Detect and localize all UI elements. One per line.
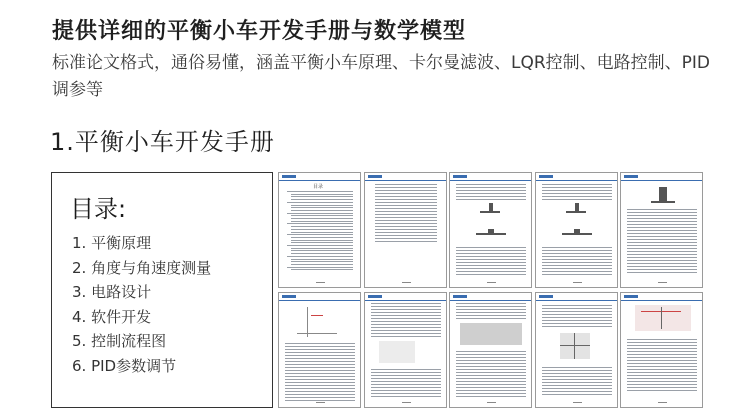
text-line	[375, 238, 437, 239]
figure-block	[659, 187, 667, 201]
text-line	[542, 199, 612, 200]
manual-page-thumbnail	[364, 172, 447, 288]
text-line	[285, 361, 355, 362]
text-line	[456, 357, 526, 358]
text-line	[542, 388, 612, 389]
text-line	[287, 223, 353, 224]
text-line	[627, 254, 697, 255]
text-line	[291, 210, 353, 211]
text-line	[371, 330, 441, 331]
text-line	[375, 193, 437, 194]
text-line	[371, 312, 441, 313]
toc-heading: 目录:	[70, 195, 127, 223]
text-line	[542, 253, 612, 254]
text-line	[627, 381, 697, 382]
text-line	[291, 229, 353, 230]
manual-page-thumbnail	[278, 292, 361, 408]
text-line	[371, 396, 441, 397]
text-line	[456, 262, 526, 263]
text-line	[542, 190, 612, 191]
text-line	[456, 375, 526, 376]
text-line	[287, 256, 353, 257]
text-line	[542, 376, 612, 377]
text-line	[291, 250, 353, 251]
page-number-mark	[573, 282, 582, 283]
manual-page-thumbnail	[278, 172, 361, 288]
figure-block	[480, 211, 500, 213]
text-line	[627, 360, 697, 361]
text-line	[542, 305, 612, 306]
figure-block	[661, 307, 662, 329]
text-line	[542, 385, 612, 386]
text-line	[456, 351, 526, 352]
page-logo-icon	[368, 295, 382, 298]
text-line	[456, 274, 526, 275]
text-line	[627, 236, 697, 237]
figure-block	[635, 305, 691, 331]
page-number-mark	[487, 402, 496, 403]
manual-page-thumbnail	[535, 292, 618, 408]
text-line	[456, 378, 526, 379]
text-line	[456, 318, 526, 319]
text-line	[285, 397, 355, 398]
text-line	[371, 336, 441, 337]
figure-block	[560, 333, 590, 359]
text-line	[627, 354, 697, 355]
page-title: 提供详细的平衡小车开发手册与数学模型	[52, 19, 467, 44]
text-line	[371, 393, 441, 394]
text-line	[371, 375, 441, 376]
page-logo-icon	[282, 295, 296, 298]
page-number-mark	[402, 402, 411, 403]
text-line	[291, 199, 353, 200]
text-line	[291, 215, 353, 216]
text-line	[456, 309, 526, 310]
text-line	[285, 400, 355, 401]
text-line	[287, 202, 353, 203]
text-line	[627, 260, 697, 261]
text-line	[627, 348, 697, 349]
text-line	[542, 394, 612, 395]
text-line	[542, 317, 612, 318]
text-line	[456, 199, 526, 200]
text-line	[291, 221, 353, 222]
text-line	[375, 220, 437, 221]
text-line	[542, 326, 612, 327]
page-number-mark	[573, 402, 582, 403]
page-logo-icon	[539, 175, 553, 178]
text-line	[542, 373, 612, 374]
text-line	[375, 235, 437, 236]
text-line	[627, 239, 697, 240]
figure-block	[489, 203, 493, 211]
text-line	[542, 256, 612, 257]
figure-block	[651, 201, 675, 203]
text-line	[456, 312, 526, 313]
figure-block	[560, 345, 590, 346]
text-line	[285, 376, 355, 377]
text-line	[285, 370, 355, 371]
text-line	[542, 250, 612, 251]
text-line	[456, 360, 526, 361]
manual-page-thumbnail	[535, 172, 618, 288]
manual-page-thumbnail	[449, 292, 532, 408]
text-line	[371, 381, 441, 382]
text-line	[375, 211, 437, 212]
page-logo-icon	[624, 175, 638, 178]
text-line	[627, 387, 697, 388]
text-line	[456, 250, 526, 251]
text-line	[285, 367, 355, 368]
text-line	[627, 221, 697, 222]
text-line	[627, 248, 697, 249]
text-line	[371, 315, 441, 316]
text-line	[627, 266, 697, 267]
page-logo-icon	[539, 295, 553, 298]
text-line	[456, 253, 526, 254]
text-line	[542, 320, 612, 321]
manual-page-thumbnail	[620, 292, 703, 408]
text-line	[291, 194, 353, 195]
text-line	[542, 370, 612, 371]
text-line	[542, 382, 612, 383]
text-line	[456, 387, 526, 388]
text-line	[456, 265, 526, 266]
text-line	[456, 271, 526, 272]
text-line	[291, 259, 353, 260]
text-line	[287, 267, 353, 268]
text-line	[542, 193, 612, 194]
text-line	[627, 224, 697, 225]
text-line	[375, 226, 437, 227]
text-line	[371, 369, 441, 370]
text-line	[627, 227, 697, 228]
text-line	[375, 232, 437, 233]
manual-page-thumbnail	[449, 172, 532, 288]
text-line	[291, 232, 353, 233]
text-line	[371, 321, 441, 322]
text-line	[627, 230, 697, 231]
page-logo-icon	[453, 295, 467, 298]
page-logo-icon	[453, 175, 467, 178]
text-line	[371, 303, 441, 304]
text-line	[375, 229, 437, 230]
text-line	[285, 346, 355, 347]
manual-page-thumbnails	[278, 172, 703, 410]
text-line	[627, 372, 697, 373]
text-line	[287, 213, 353, 214]
text-line	[456, 354, 526, 355]
text-line	[371, 327, 441, 328]
manual-page-thumbnail	[620, 172, 703, 288]
text-line	[627, 351, 697, 352]
text-line	[285, 379, 355, 380]
manual-page-thumbnail	[364, 292, 447, 408]
text-line	[542, 311, 612, 312]
text-line	[627, 384, 697, 385]
text-line	[542, 187, 612, 188]
text-line	[375, 205, 437, 206]
text-line	[627, 215, 697, 216]
text-line	[456, 259, 526, 260]
text-line	[542, 259, 612, 260]
text-line	[291, 240, 353, 241]
text-line	[542, 271, 612, 272]
text-line	[371, 384, 441, 385]
text-line	[371, 318, 441, 319]
text-line	[371, 390, 441, 391]
text-line	[456, 268, 526, 269]
toc-item: 4. 软件开发	[72, 307, 152, 326]
text-line	[285, 394, 355, 395]
text-line	[456, 366, 526, 367]
figure-block	[575, 203, 579, 211]
text-line	[375, 217, 437, 218]
page-logo-icon	[368, 175, 382, 178]
text-line	[285, 343, 355, 344]
text-line	[456, 363, 526, 364]
text-line	[285, 349, 355, 350]
text-line	[375, 208, 437, 209]
text-line	[627, 378, 697, 379]
toc-item: 3. 电路设计	[72, 283, 152, 302]
toc-list	[72, 231, 211, 379]
text-line	[287, 245, 353, 246]
toc-item: 5. 控制流程图	[72, 332, 167, 351]
text-line	[287, 234, 353, 235]
text-line	[627, 218, 697, 219]
text-line	[291, 242, 353, 243]
text-line	[627, 390, 697, 391]
toc-box	[51, 172, 273, 408]
text-line	[291, 269, 353, 270]
text-line	[542, 247, 612, 248]
text-line	[285, 391, 355, 392]
text-line	[371, 372, 441, 373]
text-line	[456, 396, 526, 397]
text-line	[627, 369, 697, 370]
figure-block	[311, 315, 323, 316]
text-line	[456, 187, 526, 188]
page-number-mark	[658, 282, 667, 283]
figure-block	[297, 333, 337, 334]
text-line	[371, 378, 441, 379]
text-line	[627, 339, 697, 340]
figure-block	[574, 229, 580, 235]
text-line	[375, 241, 437, 242]
page-number-mark	[487, 282, 496, 283]
page-number-mark	[658, 402, 667, 403]
text-line	[456, 193, 526, 194]
text-line	[542, 184, 612, 185]
text-line	[627, 263, 697, 264]
text-line	[291, 261, 353, 262]
text-line	[375, 190, 437, 191]
text-line	[542, 268, 612, 269]
text-line	[291, 253, 353, 254]
text-line	[542, 196, 612, 197]
text-line	[627, 212, 697, 213]
text-line	[375, 199, 437, 200]
text-line	[542, 265, 612, 266]
text-line	[371, 333, 441, 334]
text-line	[375, 187, 437, 188]
text-line	[285, 364, 355, 365]
page-subtitle: 标准论文格式，通俗易懂，涵盖平衡小车原理、卡尔曼滤波、LQR控制、电路控制、PID调参等	[52, 53, 711, 100]
text-line	[542, 262, 612, 263]
text-line	[456, 393, 526, 394]
page-logo-icon	[624, 295, 638, 298]
text-line	[456, 196, 526, 197]
text-line	[456, 372, 526, 373]
text-line	[627, 209, 697, 210]
toc-item: 1. 平衡原理	[72, 234, 152, 252]
text-line	[285, 388, 355, 389]
text-line	[287, 191, 353, 192]
text-line	[627, 357, 697, 358]
text-line	[285, 373, 355, 374]
text-line	[285, 355, 355, 356]
text-line	[291, 226, 353, 227]
toc-item: 6. PID参数调节	[72, 356, 177, 375]
text-line	[627, 245, 697, 246]
page-number-mark	[316, 402, 325, 403]
figure-block	[379, 341, 415, 363]
text-line	[456, 315, 526, 316]
text-line	[627, 257, 697, 258]
text-line	[456, 303, 526, 304]
text-line	[542, 379, 612, 380]
section-title: 1.平衡小车开发手册	[50, 128, 275, 156]
text-line	[375, 214, 437, 215]
text-line	[375, 223, 437, 224]
figure-block	[566, 211, 586, 213]
text-line	[291, 218, 353, 219]
text-line	[456, 306, 526, 307]
text-line	[291, 248, 353, 249]
text-line	[542, 391, 612, 392]
page-number-mark	[402, 282, 411, 283]
text-line	[542, 367, 612, 368]
text-line	[291, 237, 353, 238]
text-line	[627, 363, 697, 364]
text-line	[291, 205, 353, 206]
text-line	[627, 269, 697, 270]
text-line	[542, 308, 612, 309]
text-line	[456, 190, 526, 191]
text-line	[291, 264, 353, 265]
text-line	[375, 184, 437, 185]
text-line	[627, 375, 697, 376]
text-line	[456, 247, 526, 248]
text-line	[285, 352, 355, 353]
text-line	[456, 256, 526, 257]
text-line	[285, 382, 355, 383]
text-line	[627, 366, 697, 367]
text-line	[542, 314, 612, 315]
thumb-heading: 目录	[313, 184, 324, 190]
text-line	[371, 309, 441, 310]
text-line	[542, 323, 612, 324]
figure-block	[460, 323, 522, 345]
text-line	[456, 381, 526, 382]
text-line	[456, 184, 526, 185]
figure-block	[488, 229, 494, 235]
text-line	[371, 324, 441, 325]
text-line	[627, 345, 697, 346]
page-logo-icon	[282, 175, 296, 178]
text-line	[375, 196, 437, 197]
text-line	[371, 387, 441, 388]
text-line	[627, 342, 697, 343]
text-line	[627, 233, 697, 234]
text-line	[456, 390, 526, 391]
text-line	[627, 251, 697, 252]
text-line	[627, 272, 697, 273]
text-line	[627, 242, 697, 243]
text-line	[375, 202, 437, 203]
text-line	[371, 306, 441, 307]
text-line	[285, 358, 355, 359]
text-line	[456, 384, 526, 385]
toc-item: 2. 角度与角速度测量	[72, 258, 212, 277]
figure-block	[574, 333, 575, 359]
text-line	[456, 369, 526, 370]
text-line	[291, 207, 353, 208]
text-line	[291, 196, 353, 197]
text-line	[285, 385, 355, 386]
text-line	[542, 274, 612, 275]
page-number-mark	[316, 282, 325, 283]
